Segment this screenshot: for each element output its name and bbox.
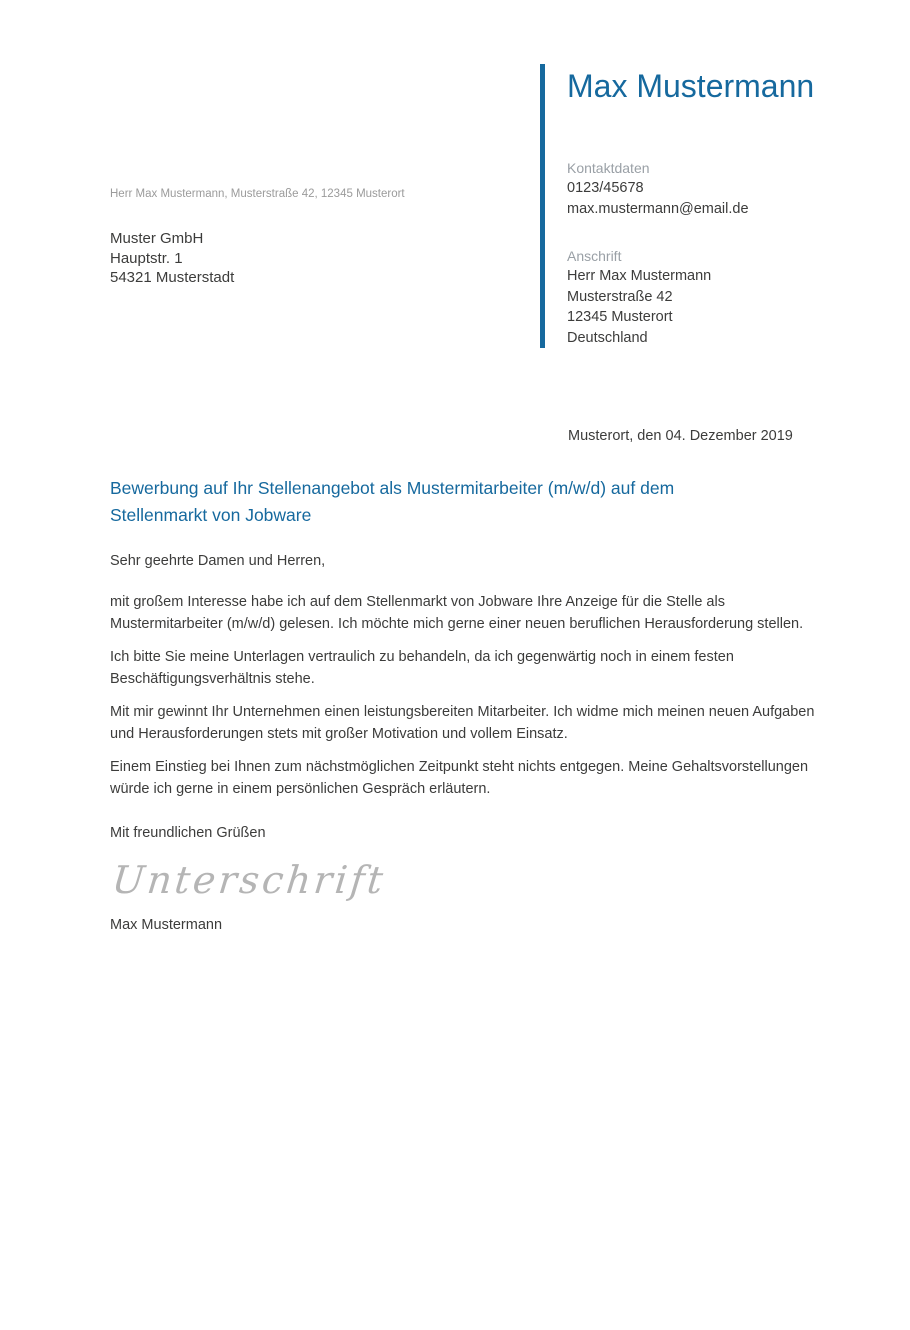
address-line: Herr Max Mustermann [567,268,712,284]
recipient-line: Muster GmbH [110,230,204,247]
contact-section-label: Kontaktdaten [567,160,650,176]
salutation: Sehr geehrte Damen und Herren, [110,553,326,569]
address-line: 12345 Musterort [567,309,673,325]
signature-name: Max Mustermann [110,917,223,933]
address-section-label: Anschrift [567,248,622,264]
recipient-line: 54321 Musterstadt [110,269,235,286]
handwritten-signature: Unterschrift [110,858,388,902]
date-line: Musterort, den 04. Dezember 2019 [568,428,793,444]
sender-return-address: Herr Max Mustermann, Musterstraße 42, 12345 Musterort [110,188,405,200]
header-contact-column [540,64,840,348]
contact-email: max.mustermann@email.de [567,200,749,217]
body-paragraph: Ich bitte Sie meine Unterlagen vertraulich zu behandeln, da ich gegenwärtig noch in einem festen Beschäftigungsverhältnis stehe. [110,649,734,687]
address-line: Deutschland [567,329,648,346]
closing-phrase: Mit freundlichen Grüßen [110,825,266,841]
body-paragraph: Einem Einstieg bei Ihnen zum nächstmöglichen Zeitpunkt steht nichts entgegen. Meine Gehaltsvorstellungen würde ich gerne in einem persönlichen Gespräch erläutern. [110,759,809,797]
body-paragraph: Mit mir gewinnt Ihr Unternehmen einen leistungsbereiten Mitarbeiter. Ich widme mich meinen neuen Aufgaben und Herausforderungen stets mit großer Motivation und vollem Einsatz. [110,704,815,742]
body-paragraph: mit großem Interesse habe ich auf dem Stellenmarkt von Jobware Ihre Anzeige für die Stelle als Mustermitarbeiter (m/w/d) gelesen. Ich möchte mich gerne einer neuen beruflichen Herausforderung stellen. [110,594,804,632]
letter-body [110,550,822,936]
contact-phone: 0123/45678 [567,180,644,196]
recipient-line: Hauptstr. 1 [110,249,183,267]
subject-line: Bewerbung auf Ihr Stellenangebot als Mustermitarbeiter (m/w/d) auf dem Stellenmarkt von Jobware [110,478,675,525]
address-line: Musterstraße 42 [567,288,673,305]
recipient-address-block [110,229,234,288]
applicant-name-heading: Max Mustermann [567,68,815,104]
